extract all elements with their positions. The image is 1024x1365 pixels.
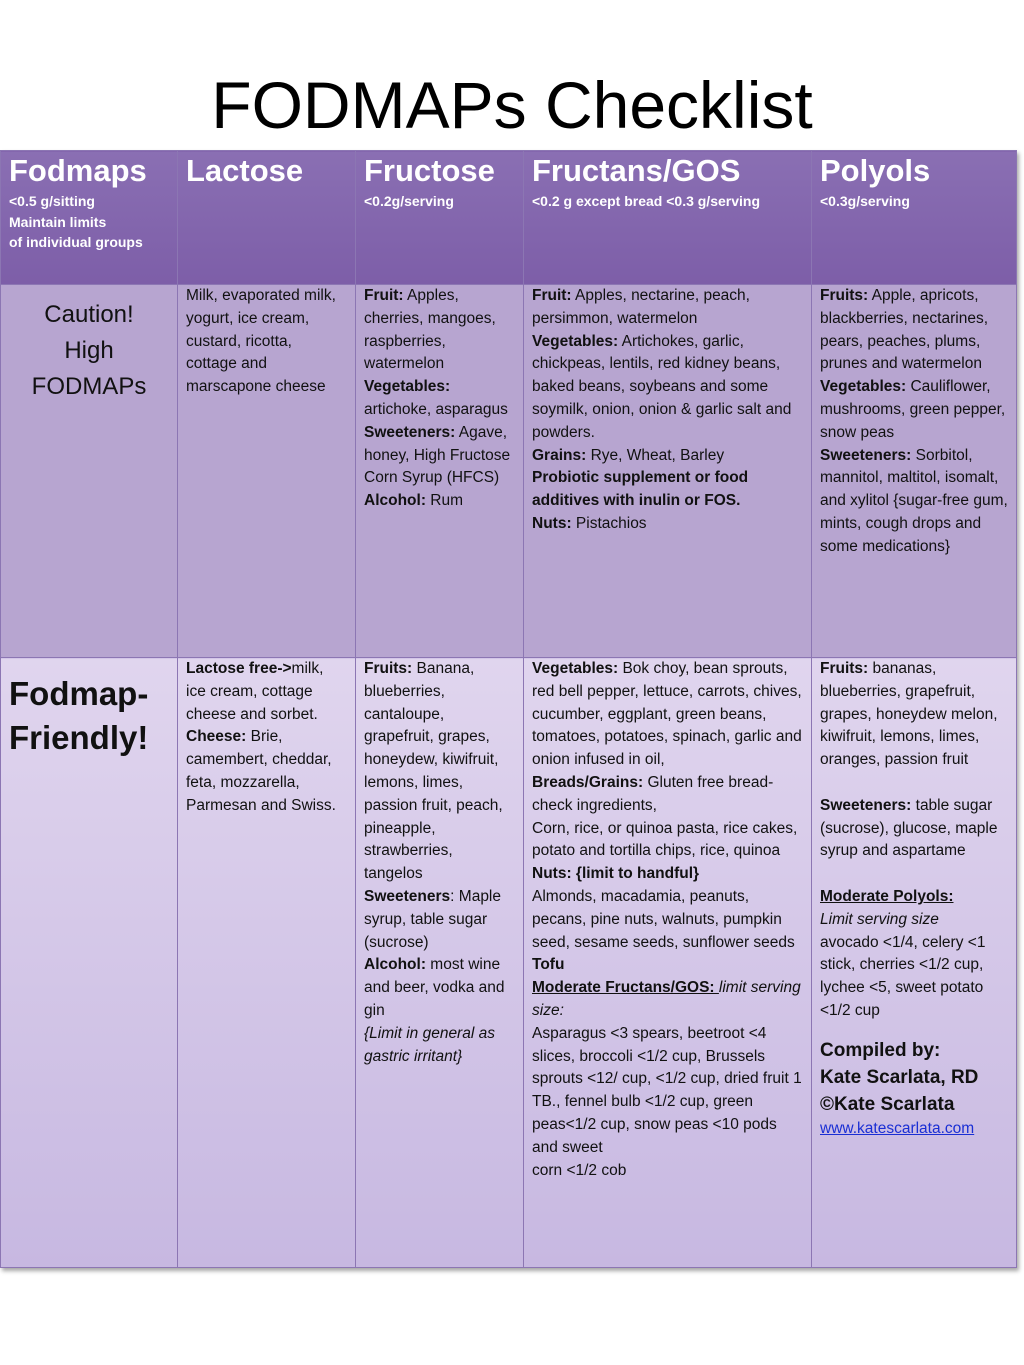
friendly-fructose-alcohol-value: most wine and beer, vodka and gin — [364, 956, 505, 1019]
friendly-row-label — [1, 658, 178, 1268]
header-row — [1, 151, 1017, 285]
high-polyols-fruit-value: Apple, apricots, blackberries, nectarines, pears, peaches, plums, prunes and watermelon — [820, 287, 988, 373]
page-title: FODMAPs Checklist — [211, 68, 813, 142]
high-polyols-sweet-key: Sweeteners: — [820, 446, 912, 464]
header-fructans-title: Fructans/GOS — [532, 153, 741, 188]
high-fructose-veg-key: Vegetables: — [364, 378, 451, 396]
fodmap-friendly-row — [1, 658, 1017, 1268]
high-fructans-veg-value: Artichokes, garlic, chickpeas, lentils, red kidney beans, baked beans, soybeans and some soymilk, onion, onion & garlic salt and powders. — [532, 332, 792, 441]
friendly-label: Fodmap-Friendly! — [9, 675, 149, 756]
friendly-fructans-veg-key: Vegetables: — [532, 660, 619, 677]
high-fructans-grain-value: Rye, Wheat, Barley — [586, 446, 725, 464]
friendly-fructans-nuts-value: Almonds, macadamia, peanuts, pecans, pine nuts, walnuts, pumpkin seed, sesame seeds, sunflower seeds — [532, 887, 795, 951]
high-fructans-fruit-key: Fruit: — [532, 287, 572, 304]
friendly-fructose-fruit-value: Banana, blueberries, cantaloupe, grapefruit, grapes, honeydew, kiwifruit, lemons, limes, passion fruit, peach, pineapple, strawberries, tangelos — [364, 660, 503, 883]
copyright-line: ©Kate Scarlata — [820, 1093, 955, 1115]
high-fructose-alcohol-value: Rum — [426, 492, 464, 510]
friendly-fructans-moderate-value: Asparagus <3 spears, beetroot <4 slices, broccoli <1/2 cup, Brussels sprouts <12/ cup, <1/2 cup, dried fruit 1 TB., fennel bulb <1/2 cup, green peas<1/2 cup, snow peas <10 pods and sweet — [532, 1024, 802, 1156]
high-fructose-sweet-key: Sweeteners: — [364, 423, 456, 441]
spacer — [820, 863, 1008, 886]
friendly-polyols-sweet-key: Sweeteners: — [820, 796, 912, 814]
header-polyols-sub: <0.3g/serving — [820, 193, 910, 209]
high-polyols-veg-key: Vegetables: — [820, 378, 907, 396]
header-lactose — [178, 151, 356, 285]
high-fodmap-row — [1, 285, 1017, 658]
high-polyols-sweet-value: Sorbitol, mannitol, maltitol, isomalt, and xylitol {sugar-free gum, mints, cough drops and some medications} — [820, 446, 1008, 555]
header-polyols — [812, 151, 1017, 285]
high-fructans-nuts-key: Nuts: — [532, 514, 572, 532]
friendly-polyols-moderate-value: avocado <1/4, celery <1 stick, cherries <1/2 cup, lychee <5, sweet potato <1/2 cup — [820, 933, 986, 1019]
friendly-polyols-cell — [812, 658, 1017, 1268]
friendly-cheese-value: Brie, camembert, cheddar, feta, mozzarella, Parmesan and Swiss. — [186, 728, 336, 814]
header-fructose-sub: <0.2g/serving — [364, 193, 454, 209]
high-fructans-probiotic: Probiotic supplement or food additives with inulin or FOS. — [532, 469, 749, 510]
friendly-polyols-sweet-value: table sugar (sucrose), glucose, maple syrup and aspartame — [820, 796, 998, 860]
friendly-polyols-moderate-limit: Limit serving size — [820, 910, 939, 928]
header-fructose-title: Fructose — [364, 153, 495, 188]
header-polyols-title: Polyols — [820, 153, 931, 188]
high-fructans-veg-key: Vegetables: — [532, 332, 619, 350]
high-polyols-veg-value: Cauliflower, mushrooms, green pepper, snow peas — [820, 378, 1006, 441]
compiled-by: Compiled by: — [820, 1039, 941, 1061]
high-fructose-cell — [356, 285, 524, 658]
friendly-fructans-moderate-key: Moderate Fructans/GOS: — [532, 979, 719, 997]
friendly-cheese-key: Cheese: — [186, 728, 247, 746]
friendly-fructans-corn: Corn, rice, or quinoa pasta, rice cakes, potato and tortilla chips, rice, quinoa — [532, 819, 798, 860]
header-fodmaps-sub1: <0.5 g/sitting — [9, 193, 95, 209]
friendly-fructans-bread-key: Breads/Grains: — [532, 773, 644, 791]
friendly-lactose-cell — [178, 658, 356, 1268]
friendly-fructans-nuts-key: Nuts: {limit to handful} — [532, 865, 700, 883]
friendly-polyols-fruit-key: Fruits: — [820, 660, 869, 677]
header-fodmaps-title: Fodmaps — [9, 153, 147, 188]
friendly-fructans-bread-value: Gluten free bread-check ingredients, — [532, 773, 774, 814]
high-lactose-cell — [178, 285, 356, 658]
friendly-fructans-moderate-value2: corn <1/2 cob — [532, 1161, 627, 1179]
spacer — [820, 1023, 1008, 1037]
friendly-fructose-alcohol-key: Alcohol: — [364, 956, 426, 974]
high-label-caution: Caution! — [44, 301, 134, 328]
header-fodmaps-sub3: of individual groups — [9, 234, 143, 250]
friendly-lactose-free-value: milk, ice cream, cottage cheese and sorbet. — [186, 660, 324, 723]
header-fructose — [356, 151, 524, 285]
high-fructose-sweet-value: Agave, honey, High Fructose Corn Syrup (HFCS) — [364, 423, 511, 487]
friendly-polyols-fruit-value: bananas, blueberries, grapefruit, grapes, honeydew melon, kiwifruit, lemons, limes, oranges, passion fruit — [820, 660, 998, 769]
spacer — [820, 772, 1008, 795]
header-fructans — [524, 151, 812, 285]
high-fructans-nuts-value: Pistachios — [571, 514, 647, 532]
high-fructose-fruit-key: Fruit: — [364, 287, 404, 304]
high-row-label — [1, 285, 178, 658]
header-fodmaps-sub2: Maintain limits — [9, 213, 107, 230]
friendly-polyols-moderate-key: Moderate Polyols: — [820, 887, 954, 905]
high-lactose-text: Milk, evaporated milk, yogurt, ice cream, custard, ricotta, cottage and marscapone cheese — [186, 287, 336, 396]
friendly-fructose-fruit-key: Fruits: — [364, 660, 413, 677]
friendly-fructose-cell — [356, 658, 524, 1268]
high-fructose-veg-value: artichoke, asparagus — [364, 400, 508, 418]
high-fructans-grain-key: Grains: — [532, 446, 587, 464]
high-polyols-cell — [812, 285, 1017, 658]
high-fructans-fruit-value: Apples, nectarine, peach, persimmon, watermelon — [532, 287, 750, 327]
high-label-high: High — [64, 337, 114, 364]
compiled-author: Kate Scarlata, RD — [820, 1066, 979, 1088]
header-fodmaps — [1, 151, 178, 285]
friendly-fructose-limit-note: {Limit in general as gastric irritant} — [364, 1024, 495, 1065]
high-label-fodmaps: FODMAPs — [31, 373, 147, 400]
high-polyols-fruit-key: Fruits: — [820, 287, 869, 304]
fodmap-table — [0, 150, 1017, 1268]
friendly-fructans-cell — [524, 658, 812, 1268]
high-fructose-fruit-value: Apples, cherries, mangoes, raspberries, watermelon — [364, 287, 496, 373]
high-fructose-alcohol-key: Alcohol: — [364, 492, 426, 510]
friendly-lactose-free-key: Lactose free-> — [186, 660, 292, 677]
header-lactose-title: Lactose — [186, 153, 304, 188]
friendly-fructose-sweet-key: Sweeteners — [364, 887, 451, 905]
friendly-fructans-moderate-limit: limit serving size: — [532, 979, 801, 1019]
friendly-fructans-tofu: Tofu — [532, 956, 565, 974]
friendly-fructans-veg-value: Bok choy, bean sprouts, red bell pepper, lettuce, carrots, chives, cucumber, eggplant, green beans, tomatoes, potatoes, spinach, garlic and onion infused in oil, — [532, 660, 802, 769]
friendly-fructose-sweet-value: : Maple syrup, table sugar (sucrose) — [364, 887, 502, 951]
high-fructans-cell — [524, 285, 812, 658]
header-fructans-sub: <0.2 g except bread <0.3 g/serving — [532, 193, 760, 209]
website-link[interactable]: www.katescarlata.com — [820, 1119, 975, 1137]
